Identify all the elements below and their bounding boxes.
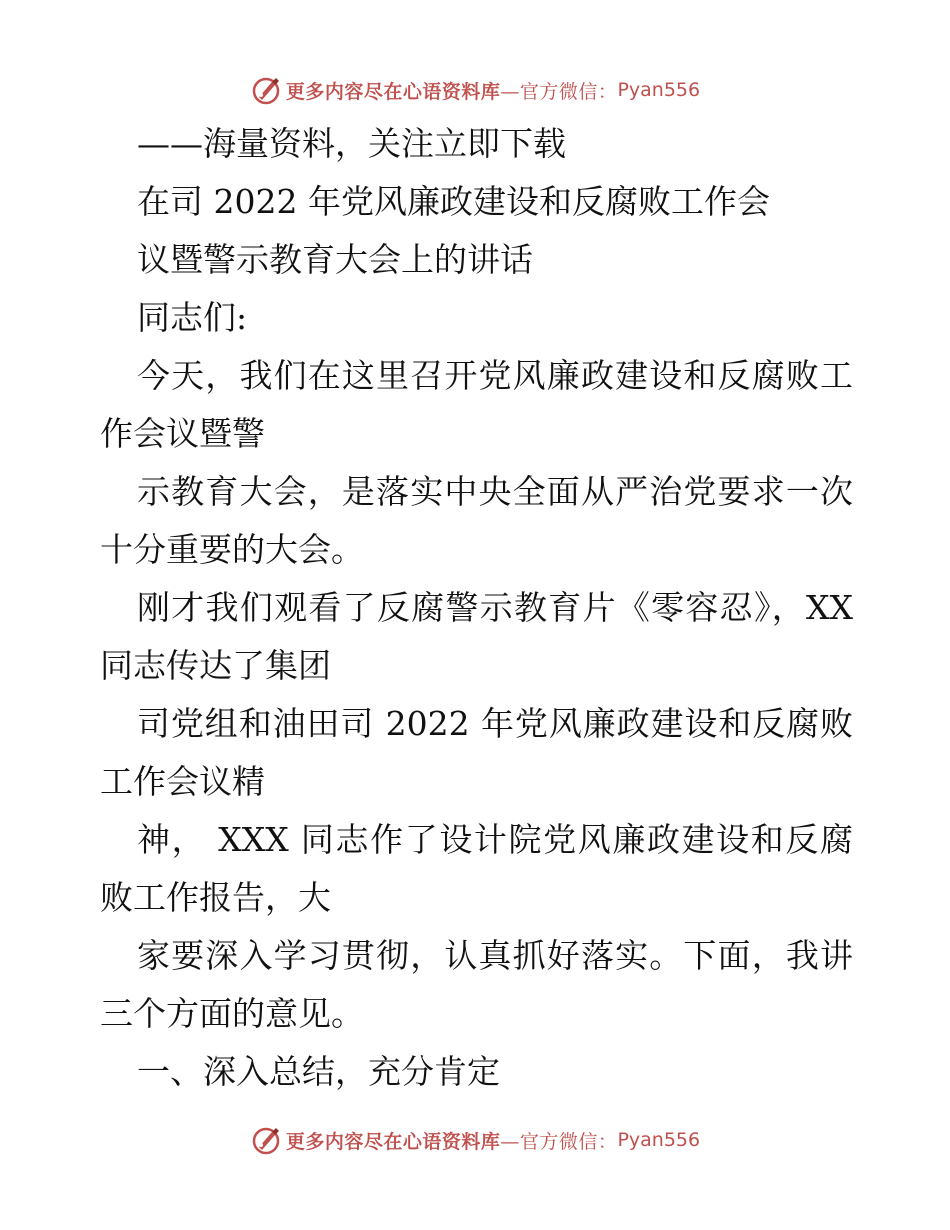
footer-banner: [0, 1120, 950, 1160]
banner-wechat-label: —官方微信：: [500, 80, 618, 103]
doc-line: 示教育大会，是落实中央全面从严治党要求一次: [137, 472, 853, 511]
doc-line: 作会议暨警: [100, 414, 265, 453]
document-body: [100, 115, 852, 1101]
doc-line: 刚才我们观看了反腐警示教育片《零容忍》，XX: [137, 588, 853, 627]
doc-line: ——海量资料，关注立即下载: [137, 124, 566, 163]
banner-wechat-id: Pyan556: [617, 79, 701, 101]
doc-line: 三个方面的意见。: [100, 994, 364, 1033]
doc-line: 司党组和油田司 2022 年党风廉政建设和反腐败: [137, 704, 853, 743]
doc-line: 同志们:: [137, 298, 248, 337]
pen-logo-icon: [250, 74, 282, 106]
pen-logo-icon: [250, 1124, 282, 1156]
header-banner: [0, 70, 950, 110]
banner-title: 更多内容尽在心语资料库: [285, 80, 501, 103]
doc-line: 神， XXX 同志作了设计院党风廉政建设和反腐: [137, 820, 853, 859]
doc-line: 家要深入学习贯彻，认真抓好落实。下面，我讲: [137, 936, 853, 975]
section-heading: 一、深入总结，充分肯定: [137, 1052, 500, 1091]
doc-line: 今天，我们在这里召开党风廉政建设和反腐败工: [137, 356, 853, 395]
banner-wechat-label: —官方微信：: [500, 1130, 618, 1153]
doc-line: 败工作报告，大: [100, 878, 331, 917]
doc-line: 十分重要的大会。: [100, 530, 364, 569]
doc-line: 工作会议精: [100, 762, 265, 801]
banner-wechat-id: Pyan556: [617, 1129, 701, 1151]
banner-title: 更多内容尽在心语资料库: [285, 1130, 501, 1153]
doc-line: 同志传达了集团: [100, 646, 331, 685]
doc-title-line: 议暨警示教育大会上的讲话: [137, 240, 533, 279]
doc-title-line: 在司 2022 年党风廉政建设和反腐败工作会: [137, 182, 770, 221]
